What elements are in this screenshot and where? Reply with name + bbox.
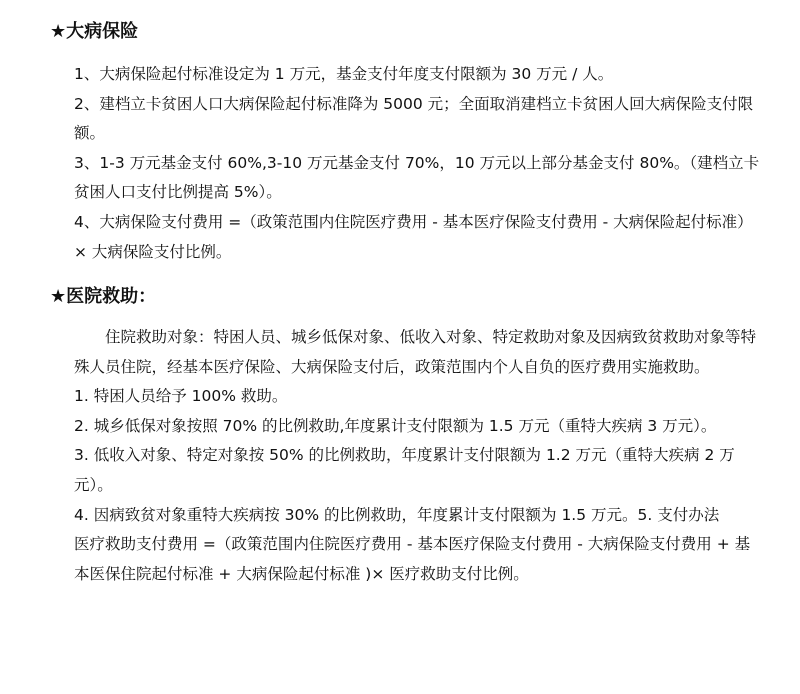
- list-item: 4、大病保险支付费用 =（政策范围内住院医疗费用 - 基本医疗保险支付费用 - 大病保险起付标准）× 大病保险支付比例。: [74, 212, 753, 261]
- list-item: 3. 低收入对象、特定对象按 50% 的比例救助，年度累计支付限额为 1.2 万元（重特大疾病 2 万元）。: [74, 446, 735, 494]
- list-item: 4. 因病致贫对象重特大疾病按 30% 的比例救助，年度累计支付限额为 1.5 万元。5. 支付办法: [74, 505, 720, 524]
- formula-paragraph: 医疗救助支付费用 =（政策范围内住院医疗费用 - 基本医疗保险支付费用 - 大病保险支付费用 + 基本医保住院起付标准 + 大病保险起付标准 )× 医疗救助支付比例。: [74, 535, 751, 583]
- section-body-medical-assistance: [74, 323, 764, 589]
- section-title-medical-assistance: ★医院救助：: [50, 286, 157, 307]
- list-item: 2、建档立卡贫困人口大病保险起付标准降为 5000 元；全面取消建档立卡贫困人回大病保险支付限额。: [74, 94, 754, 143]
- section-title-critical-illness-insurance: ★大病保险: [50, 21, 139, 42]
- list-item: 1、大病保险起付标准设定为 1 万元，基金支付年度支付限额为 30 万元 / 人。: [74, 65, 614, 83]
- list-item: 1. 特困人员给予 100% 救助。: [74, 387, 288, 406]
- intro-paragraph: 住院救助对象：特困人员、城乡低保对象、低收入对象、特定救助对象及因病致贫救助对象等特殊人员住院，经基本医疗保险、大病保险支付后，政策范围内个人自负的医疗费用实施救助。: [74, 328, 757, 376]
- list-item: 2. 城乡低保对象按照 70% 的比例救助,年度累计支付限额为 1.5 万元（重特大疾病 3 万元）。: [74, 416, 717, 435]
- section-body-critical-illness-insurance: [74, 60, 764, 267]
- list-item: 3、1-3 万元基金支付 60%,3-10 万元基金支付 70%，10 万元以上部分基金支付 80%。（建档立卡贫困人口支付比例提高 5%）。: [74, 153, 760, 202]
